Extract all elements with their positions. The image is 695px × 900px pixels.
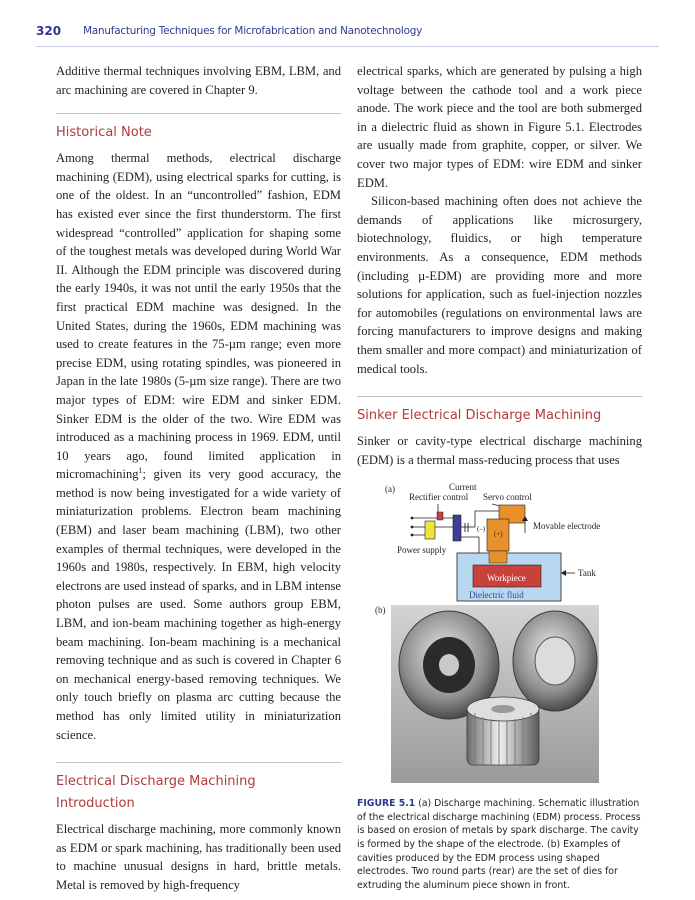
introduction-subheading: Introduction: [56, 796, 135, 812]
left-arrow-icon: [561, 570, 566, 576]
right-die-hub: [535, 637, 575, 685]
label-rectifier-control: Rectifier control: [409, 492, 469, 503]
intro-paragraph: Additive thermal techniques involving EBM, LBM, and arc machining are covered in Chapter 9.: [56, 64, 341, 97]
electrode-tip: [489, 551, 507, 563]
left-die-center: [439, 654, 459, 676]
figure-5-1: [357, 481, 642, 892]
divider: [56, 762, 341, 763]
page-header: [36, 24, 659, 47]
power-terminals: [411, 517, 414, 537]
extruded-piece-bore: [491, 705, 515, 713]
control-unit-box: [453, 515, 461, 541]
rectifier-box: [425, 521, 435, 539]
figure-caption: [357, 797, 642, 892]
label-tank: Tank: [578, 568, 596, 579]
label-power-supply: Power supply: [397, 545, 447, 556]
caption-text: (a) Discharge machining. Schematic illustration of the electrical discharge machining (EDM) process. Process is based on erosion of metals by spark discharge. The cavity is formed by the shape of the electrode. (b) Examples of cavities produced by the EDM process using shaped electrodes. Two round parts (rear) are the set of dies for extruding the aluminum piece shown in front.: [357, 798, 641, 891]
current-meter: [437, 512, 443, 520]
label-dielectric-fluid: Dielectric fluid: [469, 590, 524, 601]
historical-note-paragraph: [56, 149, 341, 744]
historical-note-heading: Historical Note: [56, 125, 152, 141]
figure-panel-b: [357, 605, 642, 787]
label-plus: (+): [494, 530, 503, 539]
label-movable-electrode: Movable electrode: [533, 521, 601, 532]
silicon-paragraph: Silicon-based machining often does not achieve the demands of applications like microsurgery, biotechnology, fluidics, or high temperature environments. As a consequence, EDM methods (including µ-EDM) are providing more and more solutions for application, such as fuel-injection nozzles for automobiles (regulations on environmental laws are forcing manufacturers to improve designs and making them smaller and more compact) and miniaturization of medical tools.: [357, 194, 642, 376]
page-number: 320: [36, 24, 62, 38]
label-current: Current: [449, 482, 477, 493]
panel-a-label: (a): [385, 484, 395, 495]
continued-paragraph: electrical sparks, which are generated by pulsing a high voltage between the cathode tool and a work piece anode. The work piece and the tool are both submerged in a dielectric fluid as shown in Figure 5.1. Electrodes are usually made from graphite, copper, or silver. We cover two major types of EDM: wire EDM and sinker EDM.: [357, 64, 642, 190]
footnote-marker: 1: [138, 466, 143, 476]
left-column: [56, 62, 341, 895]
edm-schematic-diagram: [357, 481, 642, 603]
divider: [56, 113, 341, 114]
capacitor-icon: [465, 523, 468, 532]
running-title: Manufacturing Techniques for Microfabrication and Nanotechnology: [83, 25, 423, 37]
label-servo-control: Servo control: [483, 492, 532, 503]
right-column: [357, 62, 642, 892]
label-minus: (–): [477, 525, 486, 534]
historical-note-text-end: ; given its very good accuracy, the method is now being investigated for a wide variety of miniaturization problems. Electron beam machining (EBM) and laser beam machining (LBM), two other examples of thermal techniques, were developed in the 1960s and 1980s, respectively. In EBM, high velocity electrons are used instead of sparks, and in LBM intense photon pulses are used. Some authors group EBM, LBM, and ion-beam machining together as high-energy beam machining. Ion-beam machining is a mechanical removing technique and as such is covered in Chapter 6 on mechanical energy-based removing techniques. We only touch briefly on plasma arc cutting because the method has only limited utility in miniaturization science.: [56, 467, 341, 742]
edm-section-heading: Electrical Discharge Machining: [56, 774, 256, 790]
edm-intro-paragraph: Electrical discharge machining, more commonly known as EDM or spark machining, has traditionally been used to machine unusual designs in hard, brittle metals. Metal is removed by high-frequency: [56, 822, 341, 892]
sinker-edm-heading: Sinker Electrical Discharge Machining: [357, 408, 602, 424]
figure-panel-a: [357, 481, 642, 603]
sinker-paragraph: Sinker or cavity-type electrical discharge machining (EDM) is a thermal mass-reducing process that uses: [357, 434, 642, 467]
edm-dies-photo: [357, 605, 642, 787]
panel-b-label: (b): [375, 605, 386, 616]
historical-note-text: Among thermal methods, electrical discharge machining (EDM), using electrical sparks for cutting, is one of the oldest. In an “uncontrolled” fashion, EDM has existed ever since the first thunderstorm. The first widespread “controlled” application for shaping some of the toughest metals was developed during World War II. Although the EDM principle was discovered during the early 1940s, it was not until the early 1950s that the first practical EDM machine was designed. In the United States, during the 1960s, EDM machining was used to create features in the 75-µm range; even more precise EDM, using rotating spindles, was pioneered in Japan in the late 1980s (5-µm size range). There are two major types of EDM: wire EDM and sinker EDM. Sinker EDM is the older of the two. Wire EDM was introduced as a machining process in 1969. EDM, until 10 years ago, found limited application in micromachining: [56, 151, 341, 482]
figure-label: FIGURE 5.1: [357, 798, 416, 810]
label-workpiece: Workpiece: [487, 573, 526, 584]
divider: [357, 396, 642, 397]
